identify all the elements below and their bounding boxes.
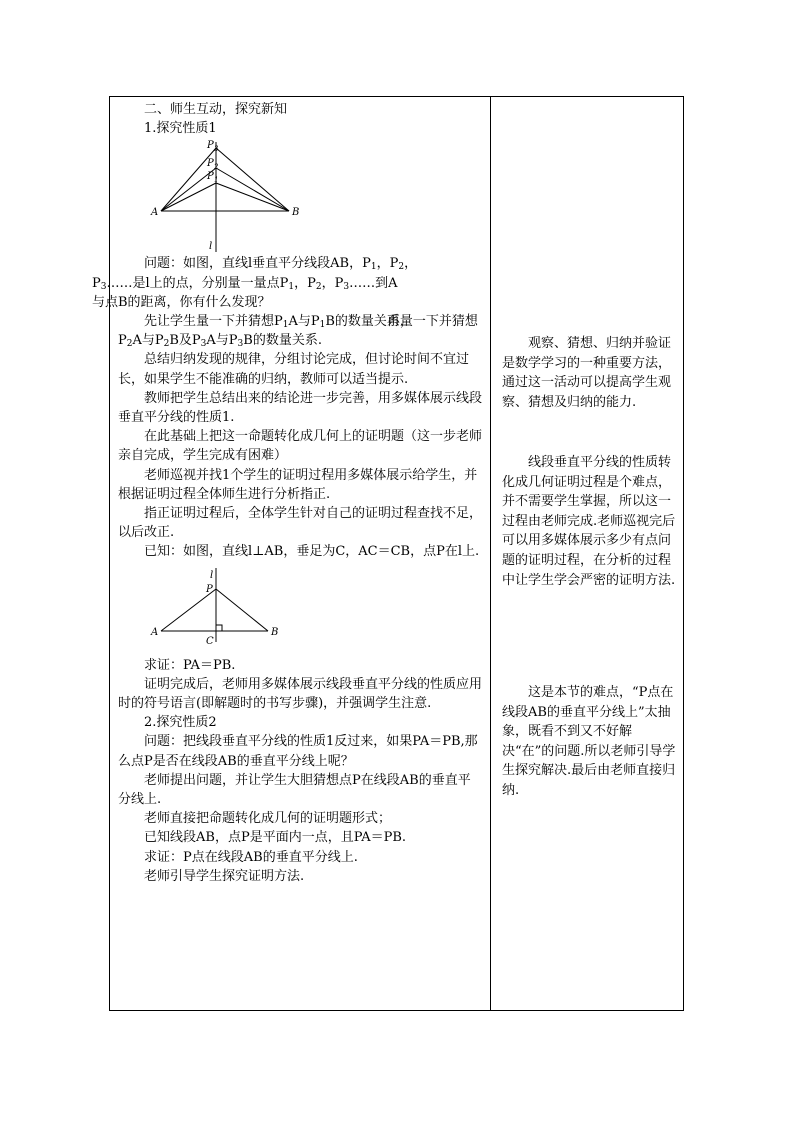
measure-paragraph: 先让学生量一下并猜想$P_1A$与$P_1B$的数量关系，再量一下并猜想$P_2A$与$P_2B$及$P_3A$与$P_3B$的数量关系. <box>118 314 478 350</box>
label-a: A <box>151 207 159 219</box>
guide-paragraph: 老师引导学生探究证明方法. <box>144 868 305 884</box>
segment-pa <box>161 589 216 631</box>
label-p2: P <box>207 158 214 170</box>
label-p1: P <box>207 171 214 183</box>
label-p1-sub: 1 <box>214 176 219 185</box>
label-p3-sub: 3 <box>214 145 219 154</box>
label-a-2: A <box>151 626 159 638</box>
guess-paragraph: 老师提出问题，并让学生大胆猜想点P在线段AB的垂直平分线上. <box>118 772 471 808</box>
after-paragraph: 指正证明过程后，全体学生针对自己的证明过程查找不足，以后改正. <box>118 506 483 541</box>
figure-perpendicular-bisector-points <box>118 138 482 254</box>
given-paragraph: 已知：如图，直线l⊥AB，垂足为C，AC＝CB，点P在l上. <box>144 544 480 560</box>
label-p: P <box>206 583 213 595</box>
segment-p2b <box>216 168 289 211</box>
perfect-paragraph: 教师把学生总结出来的结论进一步完善，用多媒体展示线段垂直平分线的性质1. <box>118 390 483 426</box>
form-paragraph: 老师直接把命题转化成几何的证明题形式； <box>144 811 392 827</box>
label-b: B <box>292 207 300 219</box>
segment-p3b <box>216 148 289 211</box>
section-2-title: 2.探究性质2 <box>144 715 217 731</box>
label-p2-sub: 2 <box>214 163 219 172</box>
prove-2-paragraph: 求证：P点在线段AB的垂直平分线上. <box>144 849 358 865</box>
segment-pb <box>216 589 268 631</box>
given-2-paragraph: 已知线段AB，点P是平面内一点，且PA＝PB. <box>144 830 407 846</box>
section-heading: 二、师生互动，探究新知 <box>144 102 288 117</box>
segment-p1b <box>216 183 289 211</box>
question-1: 问题：如图，直线l垂直平分线段AB，$P_1$，$P_2$， $P_3\dots\dots$是l上的点，分别量一量点$P_1$，$P_2$，$P_3\dots\dots$到A 与点B的距离，你有什么发现？ <box>92 256 418 310</box>
figure-isosceles-triangle <box>118 562 482 656</box>
note-observe: 观察、猜想、归纳并验证是数学学习的一种重要方法，通过这一活动可以提高学生观察、猜想及归纳的能力. <box>502 336 672 410</box>
label-p3: P <box>207 140 214 152</box>
right-angle-mark <box>216 625 222 631</box>
done-paragraph: 证明完成后，老师用多媒体展示线段垂直平分线的性质应用时的符号语言(即解题时的书写步骤)，并强调学生注意. <box>118 676 483 712</box>
note-key-point: 这是本节的难点，“P点在线段AB的垂直平分线上”太抽象，既看不到又不好解决“在”的问题.所以老师引导学生探究解决.最后由老师直接归纳. <box>502 685 676 798</box>
lesson-table <box>92 96 684 1011</box>
summary-paragraph: 总结归纳发现的规律，分组讨论完成，但讨论时间不宜过长，如果学生不能准确的归纳，教师可以适当提示. <box>118 352 470 387</box>
label-l: l <box>209 241 213 253</box>
left-column <box>92 100 483 886</box>
label-b-2: B <box>271 626 279 638</box>
patrol-paragraph: 老师巡视并找1个学生的证明过程用多媒体展示给学生，并根据证明过程全体师生进行分析指正. <box>118 467 478 502</box>
convert-paragraph: 在此基础上把这一命题转化成几何上的证明题（这一步老师亲自完成，学生完成有困难） <box>118 429 483 464</box>
section-1-title: 1.探究性质1 <box>144 121 217 137</box>
note-difficulty: 线段垂直平分线的性质转化成几何证明过程是个难点，并不需要学生掌握，所以这一过程由老师完成.老师巡视完后可以用多媒体展示多少有点问题的证明过程，在分析的过程中让学生学会严密的证明方法. <box>502 455 676 588</box>
column-divider <box>490 97 491 1010</box>
segment-ap1 <box>161 183 216 211</box>
prove-paragraph: 求证：PA＝PB. <box>144 657 236 673</box>
label-c: C <box>206 635 214 647</box>
label-l-2: l <box>210 569 214 581</box>
question-2: 问题：把线段垂直平分线的性质1反过来，如果PA＝PB,那么点P是否在线段AB的垂直平分线上呢？ <box>118 734 478 769</box>
